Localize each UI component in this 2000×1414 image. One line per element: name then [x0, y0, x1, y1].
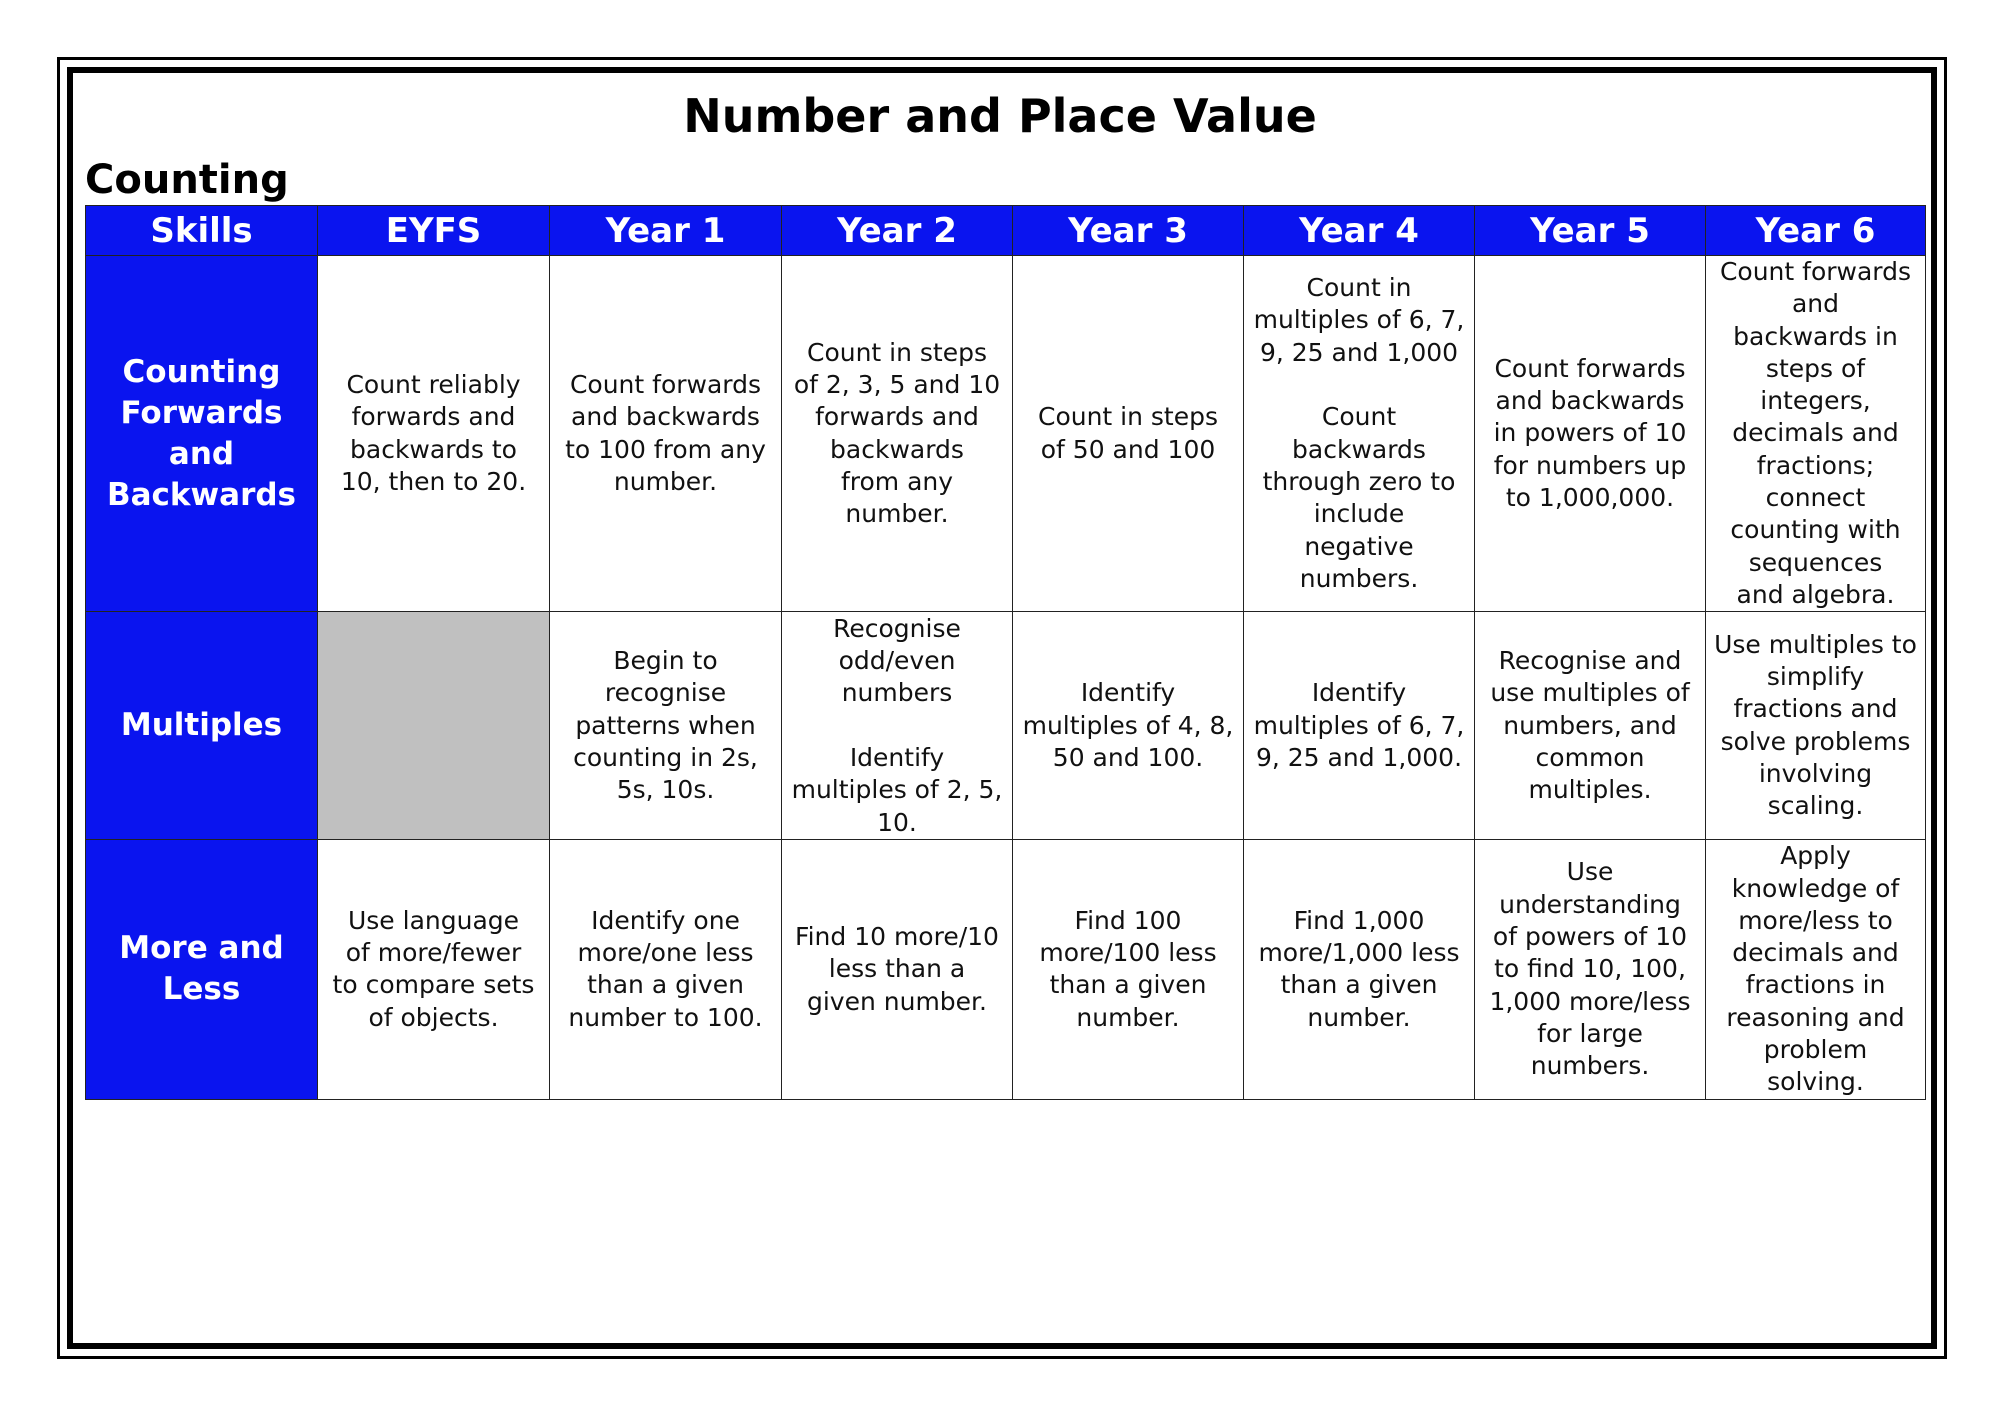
cell-counting-eyfs: Count reliably forwards and backwards to 10, then to 20. — [318, 256, 550, 612]
section-title: Counting — [85, 157, 289, 203]
cell-more-less-year-5: Use understanding of powers of 10 to find 10, 100, 1,000 more/less for large numbers. — [1475, 840, 1706, 1099]
header-year-2: Year 2 — [782, 206, 1013, 256]
row-heading-counting: Counting Forwards and Backwards — [86, 256, 318, 612]
cell-more-less-year-2: Find 10 more/10 less than a given number. — [782, 840, 1013, 1099]
table-row-more-and-less — [86, 840, 1926, 1099]
cell-counting-year-5: Count forwards and backwards in powers of 10 for numbers up to 1,000,000. — [1475, 256, 1706, 612]
header-skills: Skills — [86, 206, 318, 256]
cell-counting-year-1: Count forwards and backwards to 100 from any number. — [550, 256, 782, 612]
cell-more-less-year-1: Identify one more/one less than a given number to 100. — [550, 840, 782, 1099]
cell-multiples-year-4: Identify multiples of 6, 7, 9, 25 and 1,000. — [1244, 612, 1475, 840]
cell-multiples-year-2: Recognise odd/even numbers Identify multiples of 2, 5, 10. — [782, 612, 1013, 840]
cell-more-less-year-4: Find 1,000 more/1,000 less than a given number. — [1244, 840, 1475, 1099]
cell-more-less-eyfs: Use language of more/fewer to compare sets of objects. — [318, 840, 550, 1099]
cell-multiples-year-3: Identify multiples of 4, 8, 50 and 100. — [1013, 612, 1244, 840]
cell-multiples-year-1: Begin to recognise patterns when counting in 2s, 5s, 10s. — [550, 612, 782, 840]
table-header-row — [86, 206, 1926, 256]
row-heading-multiples: Multiples — [86, 612, 318, 840]
cell-counting-year-4: Count in multiples of 6, 7, 9, 25 and 1,000 Count backwards through zero to include negative numbers. — [1244, 256, 1475, 612]
skills-table — [85, 205, 1926, 1100]
page-title: Number and Place Value — [683, 89, 1317, 143]
row-heading-more-and-less: More and Less — [86, 840, 318, 1099]
header-year-1: Year 1 — [550, 206, 782, 256]
cell-multiples-year-6: Use multiples to simplify fractions and solve problems involving scaling. — [1706, 612, 1926, 840]
cell-counting-year-3: Count in steps of 50 and 100 — [1013, 256, 1244, 612]
header-year-3: Year 3 — [1013, 206, 1244, 256]
table-row-multiples — [86, 612, 1926, 840]
cell-more-less-year-3: Find 100 more/100 less than a given number. — [1013, 840, 1244, 1099]
cell-more-less-year-6: Apply knowledge of more/less to decimals and fractions in reasoning and problem solving. — [1706, 840, 1926, 1099]
cell-multiples-eyfs-empty — [318, 612, 550, 840]
cell-counting-year-2: Count in steps of 2, 3, 5 and 10 forwards and backwards from any number. — [782, 256, 1013, 612]
header-year-6: Year 6 — [1706, 206, 1926, 256]
cell-multiples-year-5: Recognise and use multiples of numbers, and common multiples. — [1475, 612, 1706, 840]
cell-counting-year-6: Count forwards and backwards in steps of integers, decimals and fractions; connect counting with sequences and algebra. — [1706, 256, 1926, 612]
table-row-counting — [86, 256, 1926, 612]
header-year-5: Year 5 — [1475, 206, 1706, 256]
header-eyfs: EYFS — [318, 206, 550, 256]
header-year-4: Year 4 — [1244, 206, 1475, 256]
